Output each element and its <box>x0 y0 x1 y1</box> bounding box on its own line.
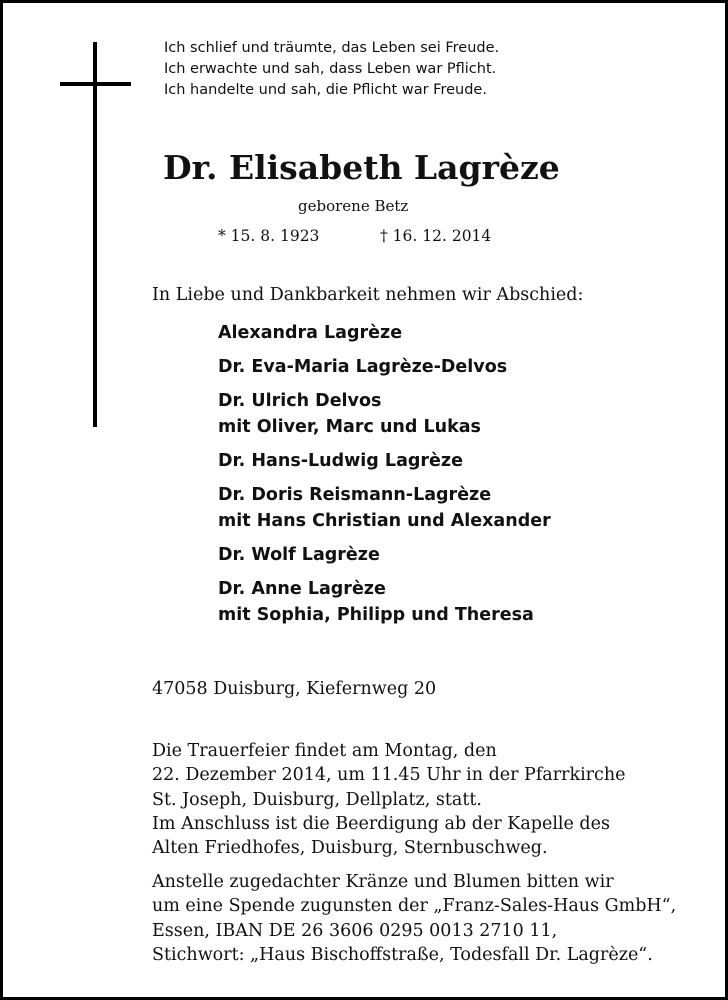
mourner-name: Dr. Eva-Maria Lagrèze-Delvos <box>218 357 508 377</box>
poem <box>164 38 584 101</box>
donation-notice-line: Stichwort: „Haus Bischoffstraße, Todesfall Dr. Lagrèze“. <box>152 944 653 965</box>
farewell-intro: In Liebe und Dankbarkeit nehmen wir Abschied: <box>152 285 584 305</box>
poem-line: Ich handelte und sah, die Pflicht war Freude. <box>164 82 487 98</box>
mourner-family: mit Sophia, Philipp und Theresa <box>218 605 534 625</box>
mourner-entry <box>218 388 698 440</box>
donation-notice-line: Essen, IBAN DE 26 3606 0295 0013 2710 11, <box>152 920 558 941</box>
mourner-entry <box>218 320 698 346</box>
donation-notice-line: um eine Spende zugunsten der „Franz-Sales-Haus GmbH“, <box>152 896 677 917</box>
mourner-entry <box>218 542 698 568</box>
birth-date: * 15. 8. 1923 <box>218 227 320 245</box>
mourner-name: Alexandra Lagrèze <box>218 323 403 343</box>
donation-notice <box>152 870 702 967</box>
mourners-list <box>218 320 698 636</box>
mourner-name: Dr. Doris Reismann-Lagrèze <box>218 485 492 505</box>
mourner-name: Dr. Anne Lagrèze <box>218 579 386 599</box>
funeral-notice-line: St. Joseph, Duisburg, Dellplatz, statt. <box>152 789 482 810</box>
cross-vertical-bar <box>93 42 97 427</box>
mourner-entry <box>218 448 698 474</box>
mourner-name: Dr. Wolf Lagrèze <box>218 545 380 565</box>
poem-line: Ich erwachte und sah, dass Leben war Pflicht. <box>164 61 497 77</box>
maiden-name: geborene Betz <box>298 197 409 215</box>
mourner-entry <box>218 482 698 534</box>
mourner-entry <box>218 354 698 380</box>
mourner-family: mit Oliver, Marc und Lukas <box>218 417 481 437</box>
poem-line: Ich schlief und träumte, das Leben sei Freude. <box>164 40 500 56</box>
mourner-family: mit Hans Christian und Alexander <box>218 511 551 531</box>
deceased-name: Dr. Elisabeth Lagrèze <box>163 148 560 187</box>
death-date: † 16. 12. 2014 <box>380 227 492 245</box>
donation-notice-line: Anstelle zugedachter Kränze und Blumen bitten wir <box>152 872 614 892</box>
funeral-notice <box>152 739 702 860</box>
mourner-name: Dr. Ulrich Delvos <box>218 391 382 411</box>
funeral-notice-line: 22. Dezember 2014, um 11.45 Uhr in der Pfarrkirche <box>152 765 626 786</box>
funeral-notice-line: Im Anschluss ist die Beerdigung ab der Kapelle des <box>152 813 610 834</box>
family-address: 47058 Duisburg, Kiefernweg 20 <box>152 679 437 699</box>
cross-horizontal-bar <box>60 82 131 86</box>
funeral-notice-line: Alten Friedhofes, Duisburg, Sternbuschweg. <box>152 838 548 859</box>
funeral-notice-line: Die Trauerfeier findet am Montag, den <box>152 741 497 761</box>
mourner-name: Dr. Hans-Ludwig Lagrèze <box>218 451 463 471</box>
mourner-entry <box>218 576 698 628</box>
